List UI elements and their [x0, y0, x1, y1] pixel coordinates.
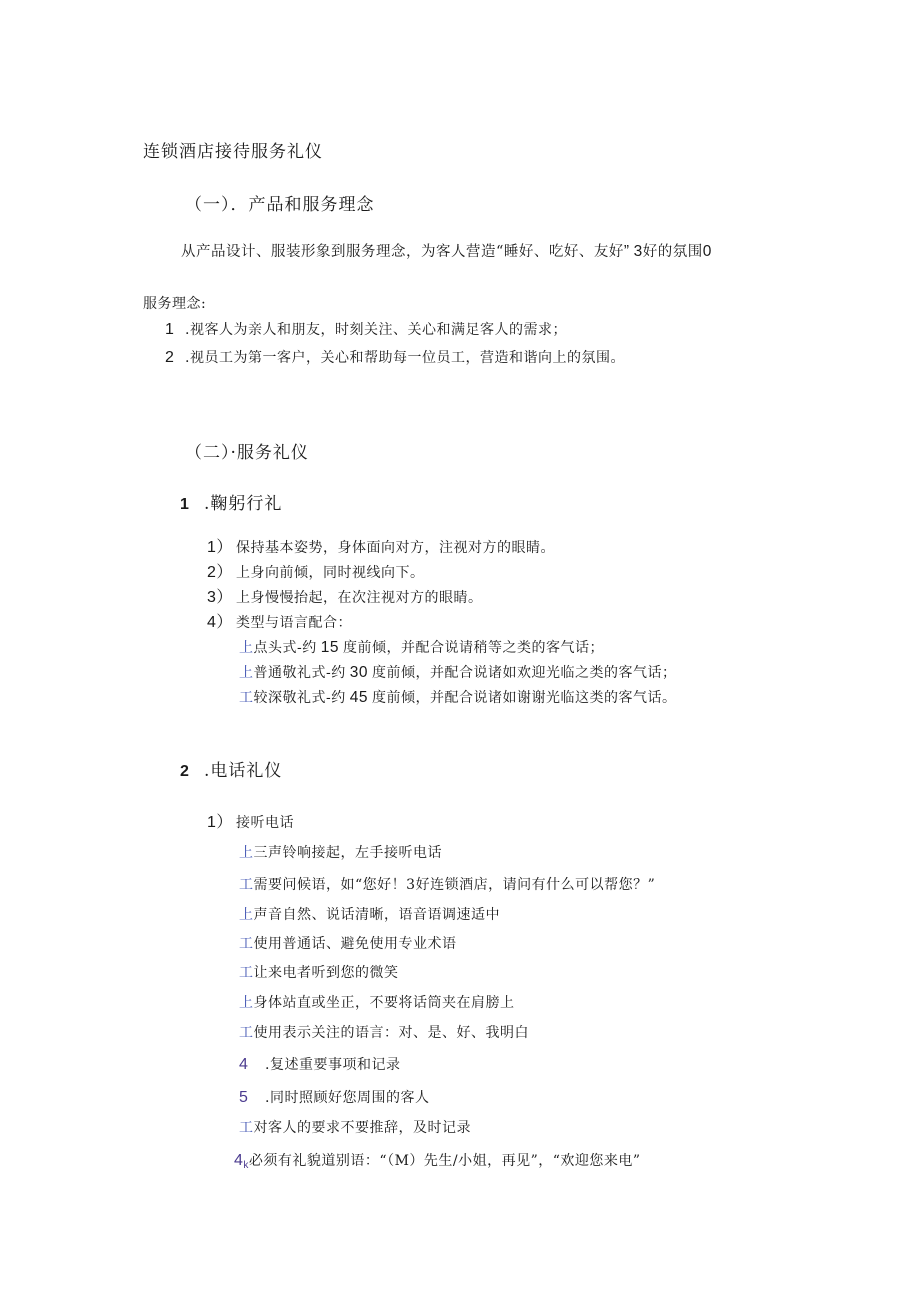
bow-type-degrees: 30	[349, 664, 368, 681]
bow-heading	[180, 496, 282, 513]
bullet-mark: 工	[239, 1025, 254, 1041]
bow-type	[239, 640, 604, 656]
intro-end: 0	[702, 243, 712, 260]
bow-step	[207, 615, 352, 631]
bullet-mark: 上	[239, 640, 254, 656]
document-title: 连锁酒店接待服务礼仪	[143, 142, 323, 162]
phone-title: .电话礼仪	[204, 761, 283, 781]
closing-text: 必须有礼貌道别语：“（M）先生/小姐，再见”，“欢迎您来电”	[248, 1153, 641, 1169]
bow-step-number: 2）	[207, 564, 233, 581]
phone-numbered-text: .复述重要事项和记录	[265, 1057, 401, 1073]
phone-numbered-number: 5	[239, 1089, 249, 1106]
section-1-heading: （一）．产品和服务理念	[185, 195, 375, 215]
closing-mark-main: 4	[234, 1152, 244, 1169]
phone-sub-number: 1）	[207, 814, 233, 831]
concept-item	[165, 322, 567, 338]
phone-bullet-text: 使用普通话、避免使用专业术语	[253, 936, 457, 952]
phone-bullet-text: 需要问候语，如“您好！3好连锁酒店，请问有什么可以帮您？”	[253, 877, 656, 893]
phone-bullet	[239, 1026, 529, 1040]
bow-step-number: 4）	[207, 614, 233, 631]
concept-item-number: 1	[165, 321, 175, 338]
intro-number: 3	[633, 243, 643, 260]
phone-bullet-text: 使用表示关注的语言：对、是、好、我明白	[253, 1025, 529, 1041]
intro-text-mid: 好的氛围	[642, 244, 703, 260]
bow-type-pre: 普通敬礼式-约	[253, 665, 346, 681]
phone-bullet	[239, 937, 457, 951]
bow-type-post: 度前倾，并配合说请稍等之类的客气话；	[342, 640, 604, 656]
phone-bullet	[239, 1121, 471, 1135]
phone-numbered-item	[239, 1090, 429, 1106]
phone-number: 2	[180, 763, 190, 780]
bow-type-degrees: 15	[320, 639, 339, 656]
bullet-mark: 上	[239, 995, 254, 1011]
bow-step-text: 上身慢慢抬起，在次注视对方的眼睛。	[236, 590, 483, 606]
bullet-mark: 上	[239, 665, 254, 681]
bow-type-pre: 较深敬礼式-约	[253, 690, 346, 706]
phone-bullet	[239, 846, 442, 860]
bow-type	[239, 665, 676, 681]
concept-item-text: .视员工为第一客户，关心和帮助每一位员工，营造和谐向上的氛围。	[185, 350, 625, 366]
bow-step-number: 3）	[207, 589, 233, 606]
phone-numbered-number: 4	[239, 1056, 249, 1073]
bow-type-degrees: 45	[349, 689, 368, 706]
bow-type	[239, 690, 676, 706]
bow-step-text: 类型与语言配合：	[236, 615, 352, 631]
phone-numbered-item	[239, 1057, 400, 1073]
closing-mark-sub: k	[243, 1160, 249, 1171]
bow-type-post: 度前倾，并配合说诸如欢迎光临之类的客气话；	[371, 665, 677, 681]
bullet-mark: 工	[239, 965, 254, 981]
bullet-mark: 上	[239, 907, 254, 923]
closing-mark	[234, 1152, 249, 1169]
phone-bullet-text: 声音自然、说话清晰，语音语调速适中	[253, 907, 500, 923]
bow-title: .鞠躬行礼	[204, 494, 283, 514]
bow-number: 1	[180, 496, 190, 513]
bow-step-number: 1）	[207, 539, 233, 556]
bow-step-text: 上身向前倾，同时视线向下。	[236, 565, 425, 581]
intro-quote: ”	[623, 243, 630, 260]
concept-label: 服务理念:	[143, 296, 207, 312]
bow-step	[207, 565, 425, 581]
phone-subheading	[207, 815, 294, 831]
phone-bullet	[239, 996, 515, 1010]
section-1-intro	[181, 244, 712, 260]
phone-bullet-text: 身体站直或坐正，不要将话筒夹在肩膀上	[253, 995, 515, 1011]
bow-type-post: 度前倾，并配合说诸如谢谢光临这类的客气话。	[371, 690, 677, 706]
bullet-mark: 工	[239, 1120, 254, 1136]
section-2-heading: （二）·服务礼仪	[185, 443, 309, 463]
bow-step	[207, 590, 483, 606]
phone-bullet	[239, 966, 399, 980]
concept-item-number: 2	[165, 349, 175, 366]
phone-heading	[180, 763, 282, 780]
concept-item-text: .视客人为亲人和朋友，时刻关注、关心和满足客人的需求；	[185, 322, 567, 338]
bullet-mark: 工	[239, 936, 254, 952]
phone-sub-title: 接听电话	[236, 815, 294, 831]
phone-bullet	[239, 908, 500, 922]
phone-closing	[234, 1153, 641, 1171]
bow-type-pre: 点头式-约	[253, 640, 317, 656]
bow-step-text: 保持基本姿势，身体面向对方，注视对方的眼睛。	[236, 540, 555, 556]
phone-bullet-text: 对客人的要求不要推辞，及时记录	[253, 1120, 471, 1136]
phone-bullet-text: 让来电者听到您的微笑	[253, 965, 399, 981]
phone-bullet	[239, 878, 655, 892]
intro-text: 从产品设计、服装形象到服务理念，为客人营造“睡好、吃好、友好	[181, 244, 624, 260]
concept-item	[165, 350, 625, 366]
bow-step	[207, 540, 555, 556]
bullet-mark: 工	[239, 690, 254, 706]
phone-bullet-text: 三声铃响接起，左手接听电话	[253, 845, 442, 861]
phone-numbered-text: .同时照顾好您周围的客人	[265, 1090, 430, 1106]
bullet-mark: 工	[239, 877, 254, 893]
bullet-mark: 上	[239, 845, 254, 861]
